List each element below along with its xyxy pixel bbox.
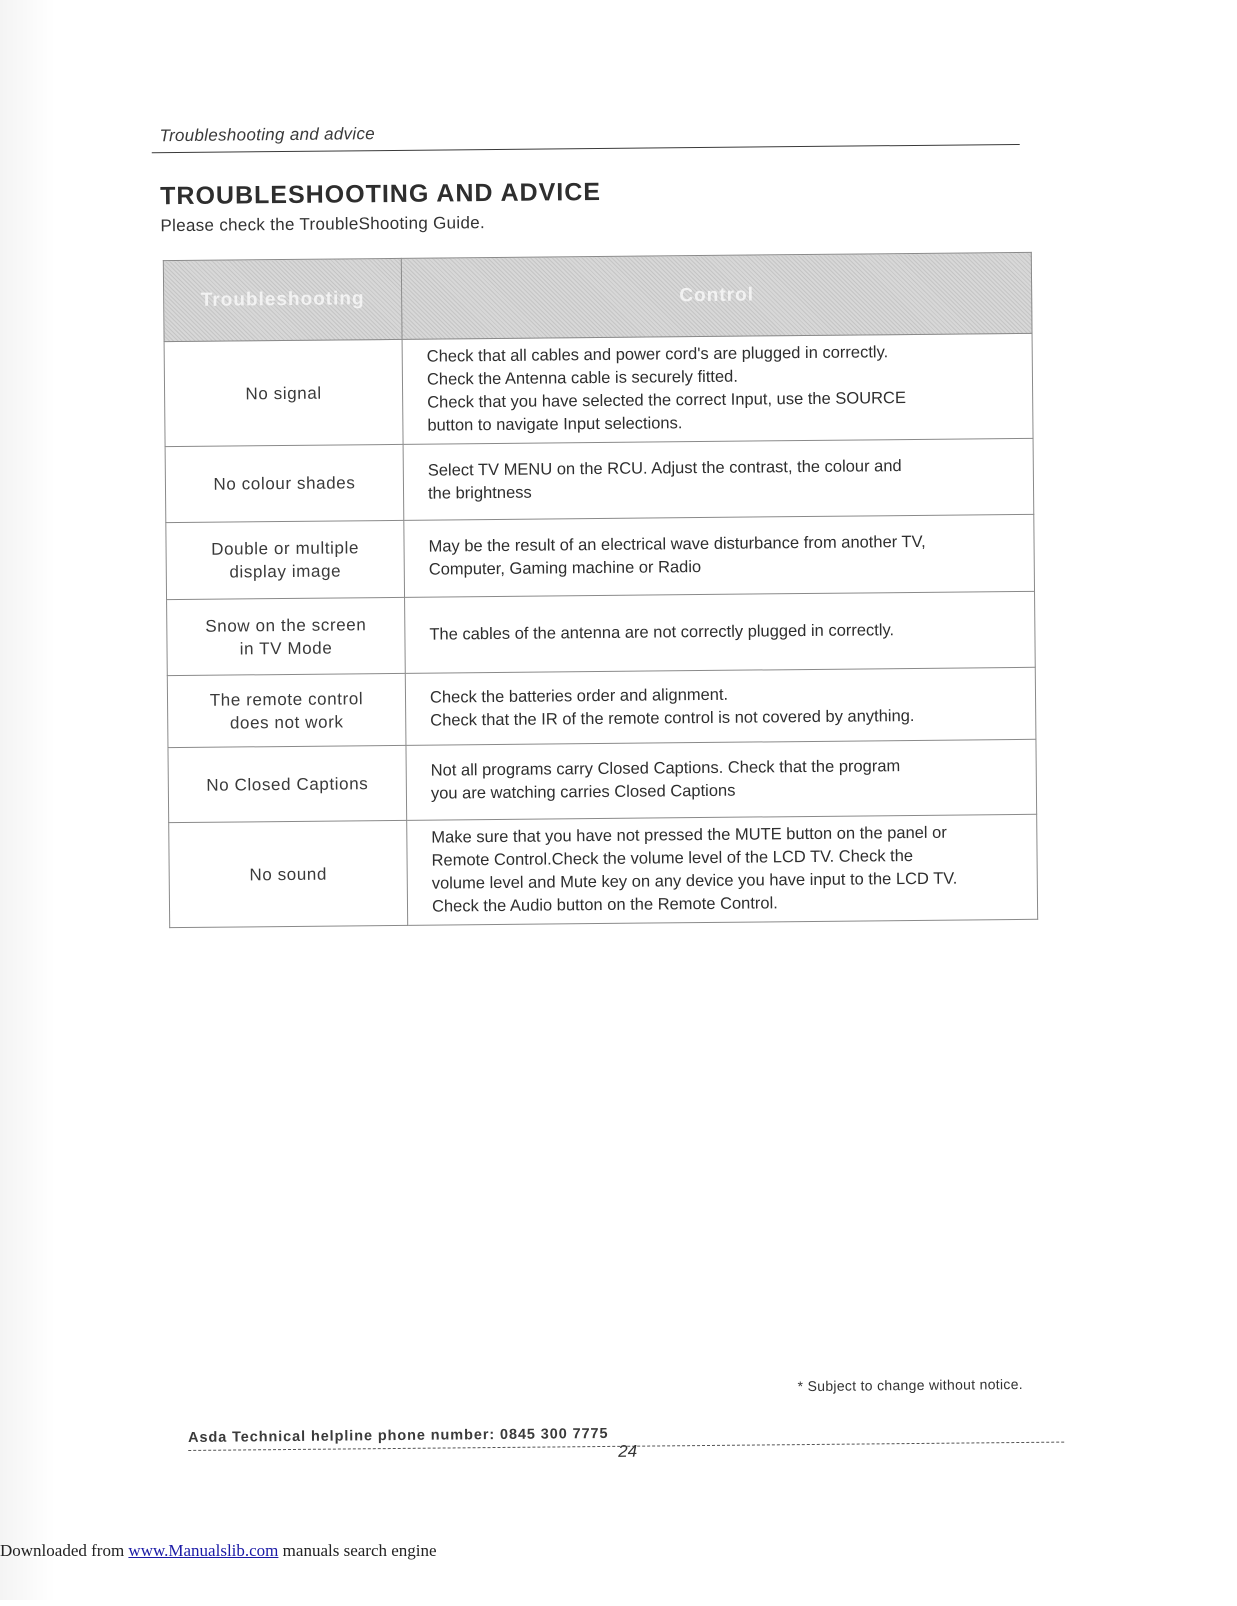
problem-cell: No colour shades bbox=[165, 444, 404, 522]
control-cell: Select TV MENU on the RCU. Adjust the contrast, the colour and the brightness bbox=[403, 438, 1034, 520]
download-prefix: Downloaded from bbox=[0, 1541, 129, 1560]
control-cell: May be the result of an electrical wave disturbance from another TV, Computer, Gaming machine or Radio bbox=[404, 514, 1035, 597]
table-row bbox=[169, 814, 1038, 927]
problem-cell: Double or multiple display image bbox=[166, 520, 405, 599]
running-header: Troubleshooting and advice bbox=[159, 124, 376, 146]
troubleshooting-table bbox=[163, 252, 1038, 928]
control-cell: The cables of the antenna are not correctly plugged in correctly. bbox=[405, 591, 1036, 673]
control-cell: Check that all cables and power cord's are plugged in correctly. Check the Antenna cable is securely fitted. Check that you have selected the correct Input, use the SOURCE button to navigate Input selections. bbox=[402, 333, 1033, 444]
page-number: 24 bbox=[618, 1441, 638, 1461]
download-notice bbox=[0, 1541, 437, 1561]
problem-cell: No sound bbox=[169, 820, 408, 927]
intro-text: Please check the TroubleShooting Guide. bbox=[160, 213, 486, 236]
table-row bbox=[164, 333, 1033, 446]
table-row bbox=[166, 514, 1035, 599]
problem-cell: No signal bbox=[164, 339, 403, 446]
problem-cell: No Closed Captions bbox=[168, 745, 407, 822]
page-title: TROUBLESHOOTING AND ADVICE bbox=[160, 177, 602, 211]
header-rule bbox=[152, 144, 1020, 153]
control-cell: Check the batteries order and alignment. Check that the IR of the remote control is not covered by anything. bbox=[405, 667, 1036, 745]
control-cell: Make sure that you have not pressed the MUTE button on the panel or Remote Control.Check the volume level of the LCD TV. Check the volume level and Mute key on any device you have input to the LCD TV. Check the Audio button on the Remote Control. bbox=[407, 814, 1038, 925]
table-header-row bbox=[163, 252, 1032, 341]
problem-cell: The remote control does not work bbox=[167, 673, 406, 747]
header-control: Control bbox=[401, 252, 1032, 339]
table-row bbox=[167, 591, 1036, 675]
table-row bbox=[167, 667, 1036, 747]
footnote: * Subject to change without notice. bbox=[797, 1375, 1024, 1395]
header-troubleshooting: Troubleshooting bbox=[163, 258, 402, 341]
helpline-text: Asda Technical helpline phone number: 0845 300 7775 bbox=[188, 1425, 609, 1446]
problem-cell: Snow on the screen in TV Mode bbox=[167, 597, 406, 675]
table-row bbox=[165, 438, 1034, 522]
manualslib-link[interactable]: www.Manualslib.com bbox=[128, 1541, 279, 1560]
table-row bbox=[168, 739, 1037, 822]
control-cell: Not all programs carry Closed Captions. Check that the program you are watching carries Closed Captions bbox=[406, 739, 1037, 820]
download-suffix: manuals search engine bbox=[278, 1541, 437, 1560]
